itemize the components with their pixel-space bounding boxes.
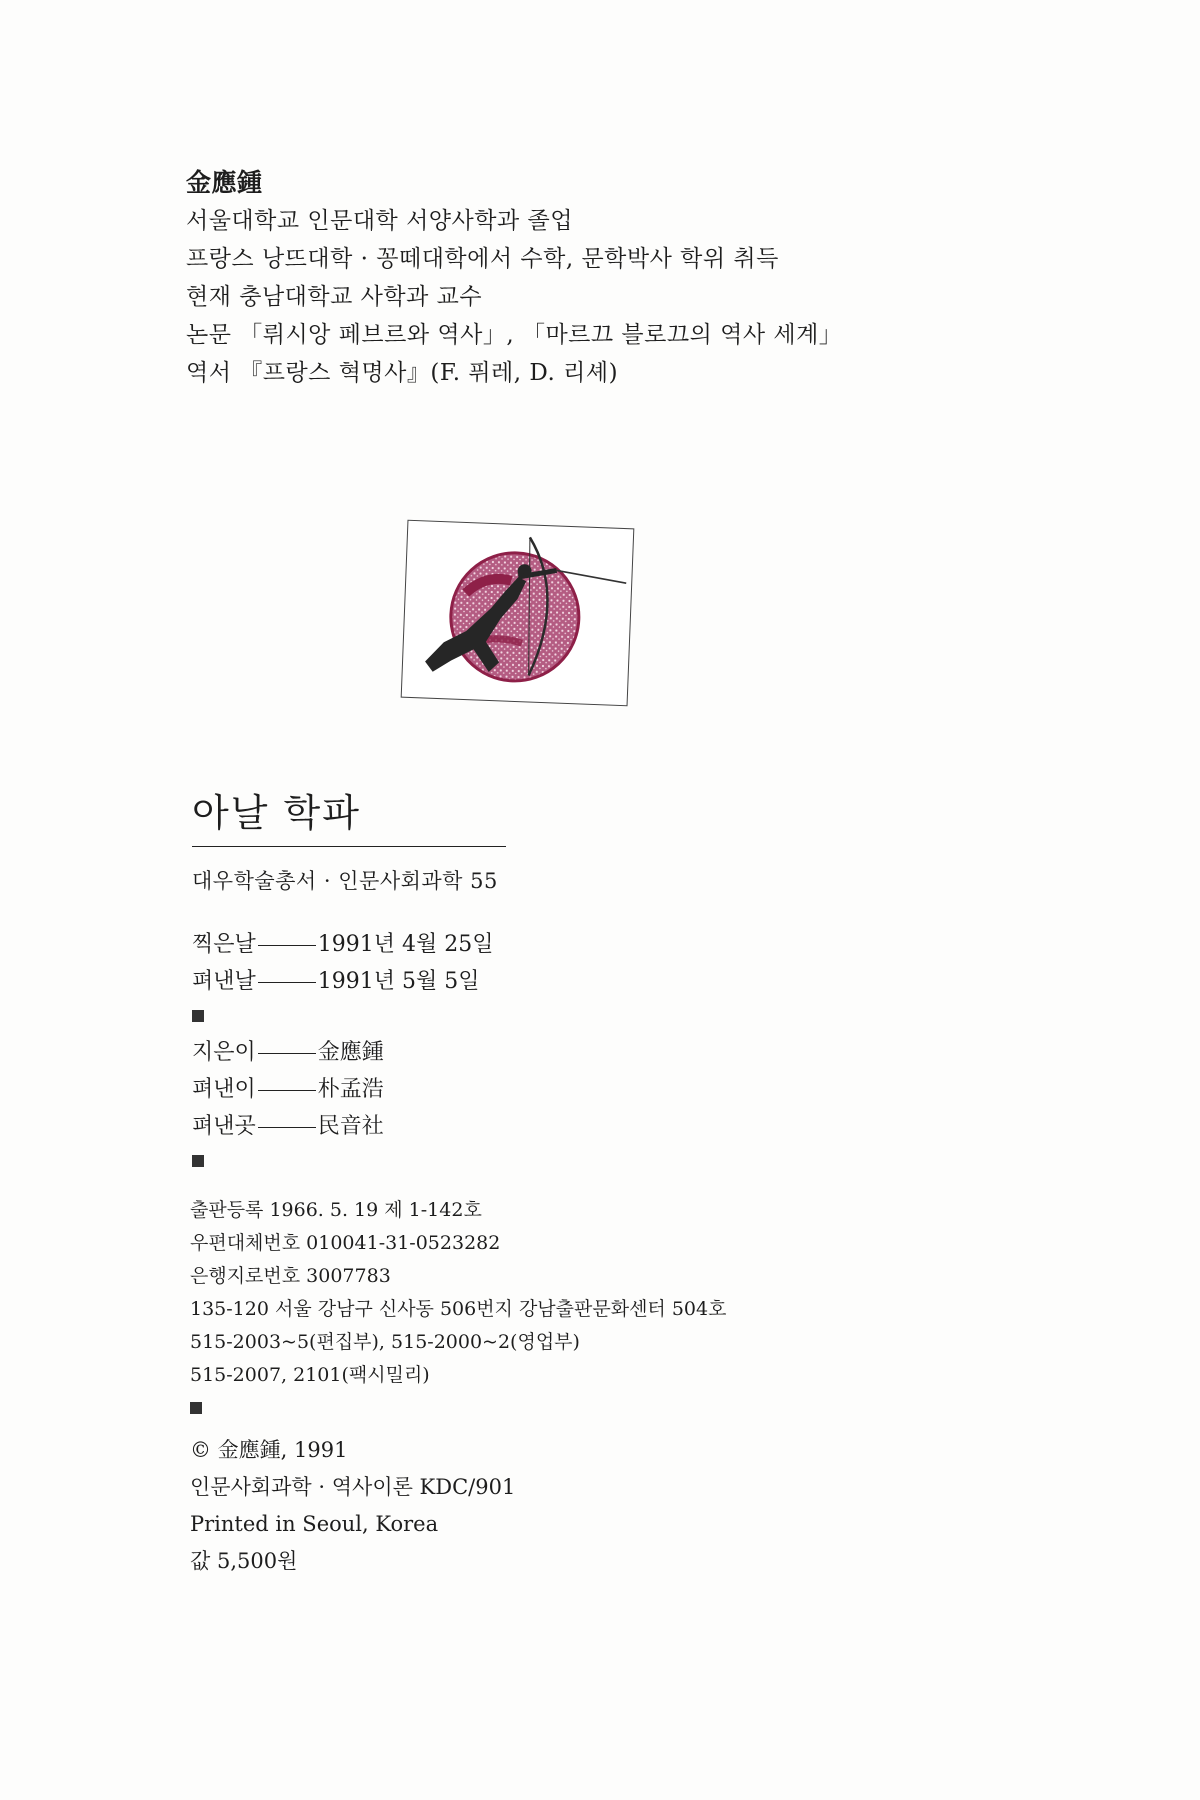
title-block	[192, 790, 506, 895]
publisher-value: 朴孟浩	[317, 1077, 384, 1102]
book-title: 아날 학파	[192, 791, 361, 835]
printed-label: 찍은날	[192, 932, 256, 957]
publisher-info-line: 515-2007, 2101(팩시밀리)	[190, 1364, 430, 1386]
publisher-info-line: 우편대체번호 010041-31-0523282	[190, 1232, 501, 1254]
archer-seal-icon	[402, 521, 634, 706]
publisher-info-line: 135-120 서울 강남구 신사동 506번지 강남출판문화센터 504호	[190, 1298, 727, 1320]
bio-line: 역서 『프랑스 혁명사』(F. 퓌레, D. 리셰)	[186, 360, 619, 386]
publisher-info-line: 515-2003~5(편집부), 515-2000~2(영업부)	[190, 1331, 580, 1353]
price-line: 값 5,500원	[190, 1549, 298, 1573]
publisher-info-line: 출판등록 1966. 5. 19 제 1-142호	[190, 1199, 482, 1221]
em-dash	[258, 1127, 316, 1128]
house-value: 民音社	[317, 1114, 384, 1139]
published-value: 1991년 5월 5일	[317, 969, 480, 994]
date-info	[192, 926, 494, 1179]
author-row	[192, 1034, 494, 1071]
printed-in-line: Printed in Seoul, Korea	[190, 1512, 439, 1536]
author-label: 지은이	[192, 1040, 256, 1065]
em-dash	[258, 945, 316, 946]
house-row	[192, 1108, 494, 1145]
printed-date-row	[192, 926, 494, 963]
em-dash	[258, 1090, 316, 1091]
title-underline	[192, 846, 506, 847]
classification-line: 인문사회과학 · 역사이론 KDC/901	[190, 1475, 516, 1499]
published-label: 펴낸날	[192, 969, 256, 994]
author-bio	[186, 164, 842, 392]
bio-line: 서울대학교 인문대학 서양사학과 졸업	[186, 208, 573, 234]
square-bullet-icon	[192, 1010, 204, 1022]
publisher-info-line: 은행지로번호 3007783	[190, 1265, 391, 1287]
em-dash	[258, 982, 316, 983]
published-date-row	[192, 963, 494, 1000]
publisher-row	[192, 1071, 494, 1108]
square-bullet-icon	[190, 1402, 202, 1414]
author-name: 金應鍾	[186, 168, 263, 197]
bio-line: 현재 충남대학교 사학과 교수	[186, 284, 483, 310]
bio-line: 논문 「뤼시앙 페브르와 역사」, 「마르끄 블로끄의 역사 세계」	[186, 322, 843, 348]
copyright-block	[190, 1432, 515, 1580]
bio-line: 프랑스 낭뜨대학 · 꽁떼대학에서 수학, 문학박사 학위 취득	[186, 246, 779, 272]
em-dash	[258, 1053, 316, 1054]
house-label: 펴낸곳	[192, 1114, 256, 1139]
author-value: 金應鍾	[317, 1040, 384, 1065]
publisher-seal-stamp	[401, 520, 635, 707]
printed-value: 1991년 4월 25일	[317, 932, 494, 957]
square-bullet-icon	[192, 1155, 204, 1167]
series-name: 대우학술총서 · 인문사회과학 55	[192, 869, 498, 893]
copyright-line: © 金應鍾, 1991	[190, 1438, 348, 1462]
publisher-info	[190, 1194, 726, 1426]
publisher-label: 펴낸이	[192, 1077, 256, 1102]
